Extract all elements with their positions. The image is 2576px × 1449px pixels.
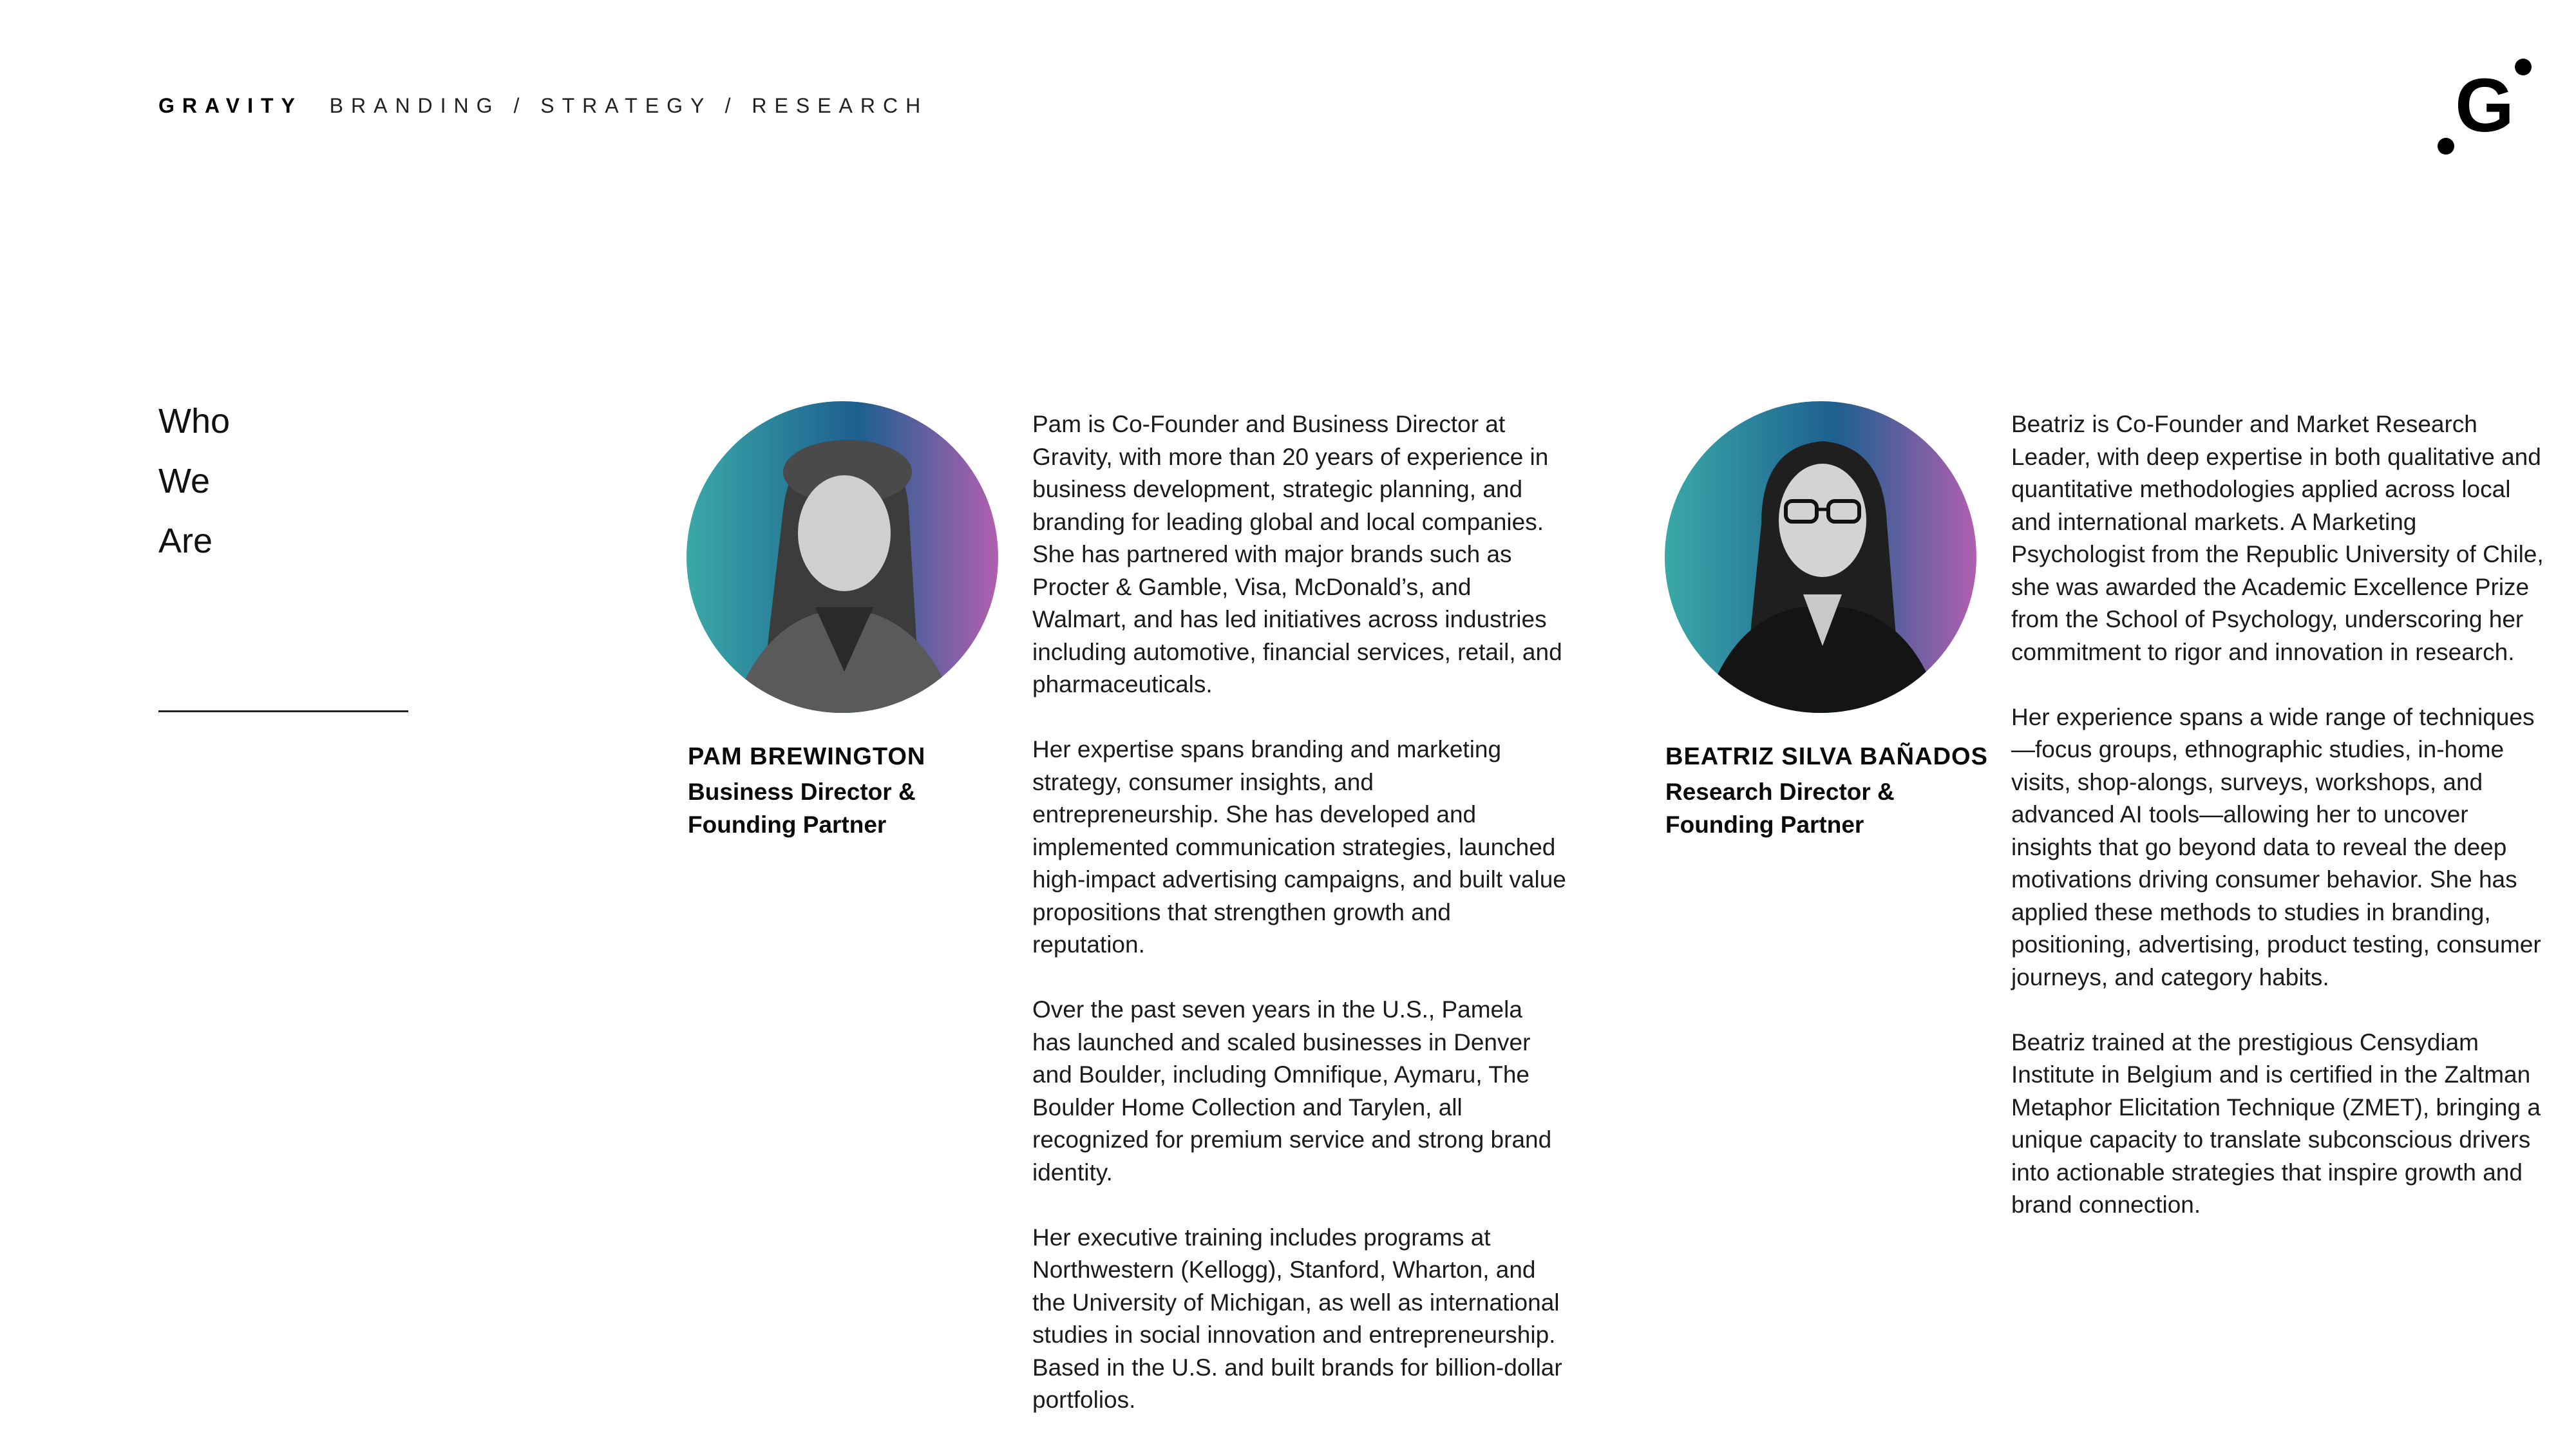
header-tagline xyxy=(158,94,928,118)
bio-paragraph: Over the past seven years in the U.S., Pamela has launched and scaled businesses in Denver and Boulder, including Omnifique, Aymaru, The Boulder Home Collection and Tarylen, all recognized for premium service and strong brand identity. xyxy=(1032,996,1552,1186)
bio-paragraph: Pam is Co-Founder and Business Director at Gravity, with more than 20 years of experience in business development, strategic planning, and branding for leading global and local companies. She has partnered with major brands such as Procter & Gamble, Visa, McDonald’s, and Walmart, and has led initiatives across industries including automotive, financial services, retail, and pharmaceuticals. xyxy=(1032,411,1562,697)
portrait-photo-pam xyxy=(687,401,998,713)
person-bio xyxy=(1032,408,1567,1449)
tagline: BRANDING / STRATEGY / RESEARCH xyxy=(329,94,929,117)
person-name: BEATRIZ SILVA BAÑADOS xyxy=(1665,743,1988,770)
logo-letter: G xyxy=(2455,63,2514,148)
section-title-line: We xyxy=(158,462,211,500)
bio-paragraph: Her executive training includes programs at Northwestern (Kellogg), Stanford, Wharton, and the University of Michigan, as well as international studies in social innovation and entrepreneurship. Based in the U.S. and built brands for billion-dollar portfolios. xyxy=(1032,1224,1562,1413)
portrait-photo-beatriz xyxy=(1665,401,1976,713)
bio-paragraph: Beatriz trained at the prestigious Censydiam Institute in Belgium and is certified in the Zaltman Metaphor Elicitation Technique (ZMET), bringing a unique capacity to translate subconscious drivers into actionable strategies that inspire growth and brand connection. xyxy=(2011,1028,2541,1218)
person-role-line: Business Director & xyxy=(688,779,916,805)
person-role-line: Founding Partner xyxy=(688,811,887,838)
bio-paragraph: Her experience spans a wide range of techniques—focus groups, ethnographic studies, in-home visits, shop-alongs, surveys, workshops, and advanced AI tools—allowing her to uncover insights that go beyond data to reveal the deep motivations driving consumer behavior. She has applied these methods to studies in branding, positioning, advertising, product testing, consumer journeys, and category habits. xyxy=(2011,703,2541,990)
section-divider xyxy=(158,710,408,712)
person-role xyxy=(1665,775,1975,841)
gravity-logo xyxy=(2434,57,2537,160)
section-title-line: Are xyxy=(158,522,213,560)
bio-paragraph: Her expertise spans branding and marketing strategy, consumer insights, and entrepreneurship. She has developed and implemented communication strategies, launched high-impact advertising campaigns, and built value propositions that strengthen growth and reputation. xyxy=(1032,736,1566,958)
section-title xyxy=(158,392,230,571)
person-role-line: Founding Partner xyxy=(1665,811,1864,838)
person-bio xyxy=(2011,408,2546,1254)
person-role xyxy=(688,775,997,841)
brand-name: GRAVITY xyxy=(158,94,303,117)
person-role-line: Research Director & xyxy=(1665,779,1895,805)
section-title-line: Who xyxy=(158,402,231,440)
person-name: PAM BREWINGTON xyxy=(688,743,926,770)
bio-paragraph: Beatriz is Co-Founder and Market Research Leader, with deep expertise in both qualitative and quantitative methodologies applied across local and international markets. A Marketing Psychologist from the Republic University of Chile, she was awarded the Academic Excellence Prize from the School of Psychology, underscoring her commitment to rigor and innovation in research. xyxy=(2011,411,2544,665)
